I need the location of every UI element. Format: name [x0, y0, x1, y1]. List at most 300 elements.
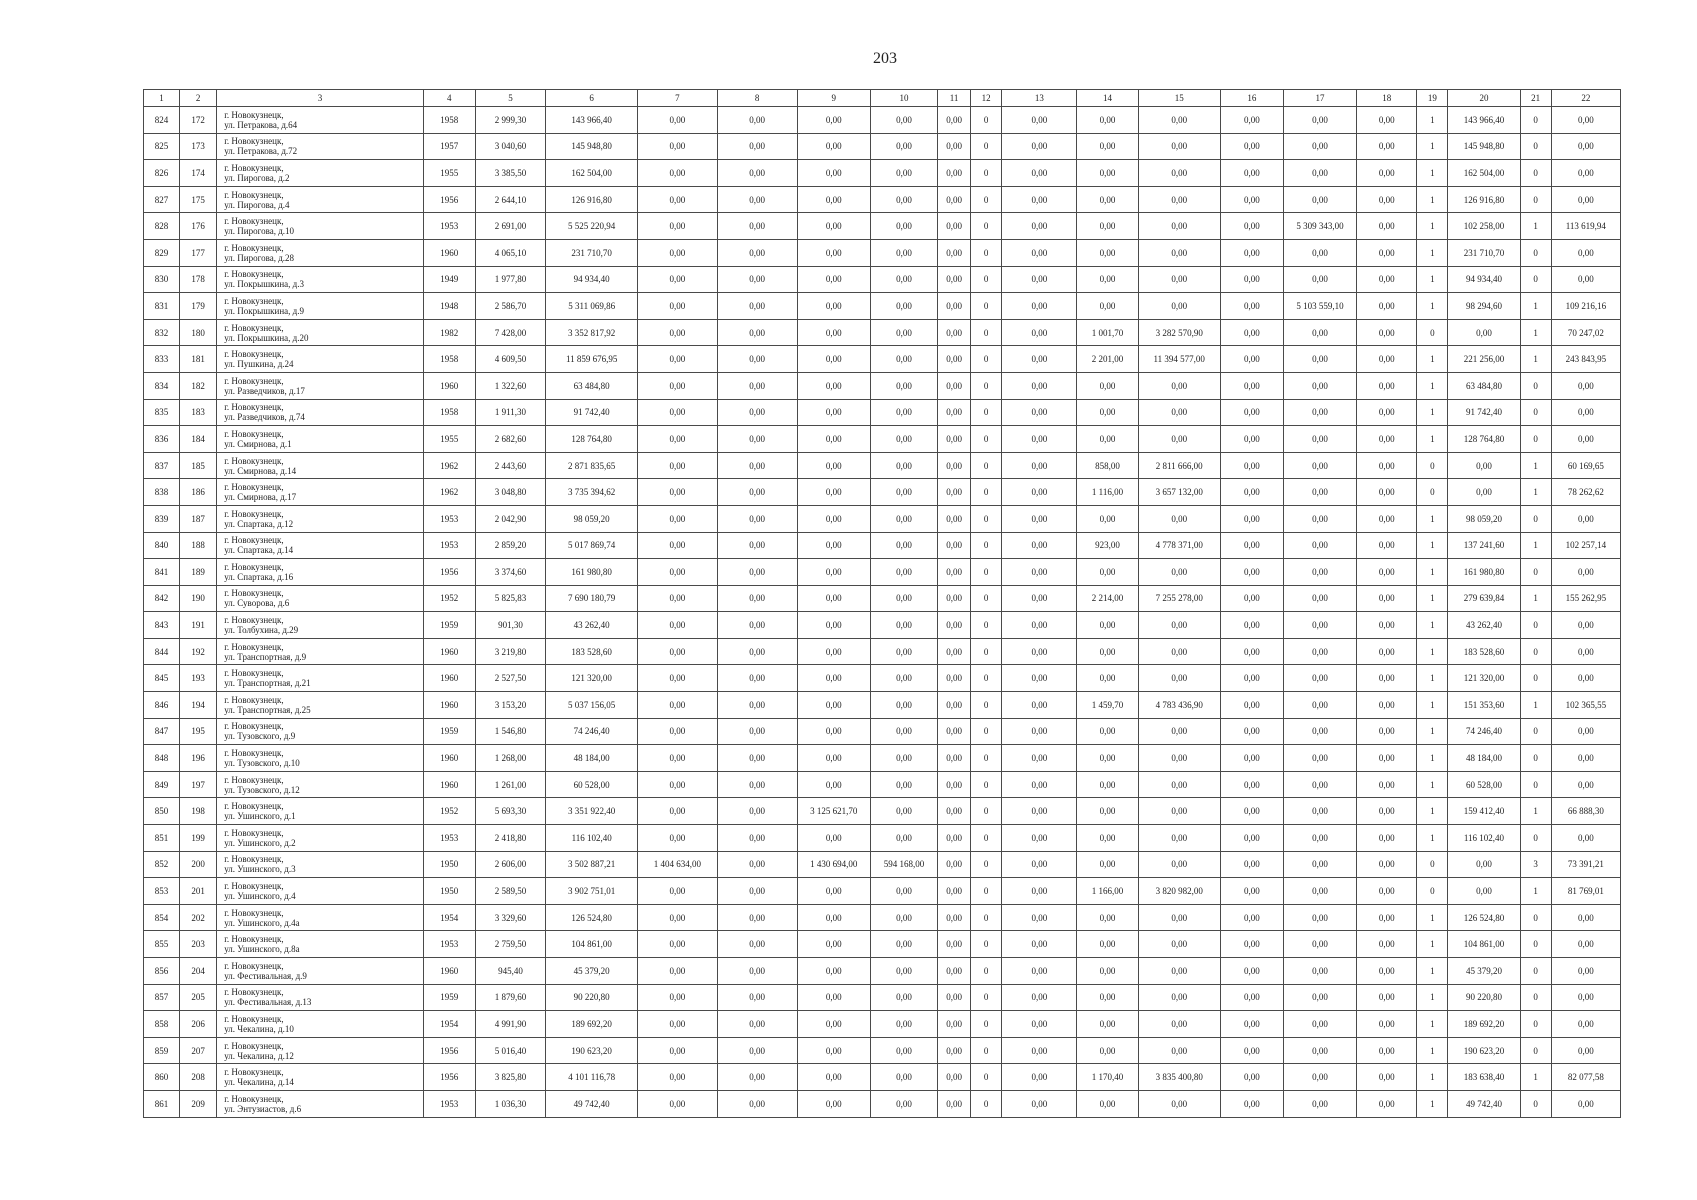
cell-col-19: 1 [1417, 372, 1448, 399]
cell-col-10: 0,00 [870, 133, 937, 160]
cell-col-11: 0,00 [938, 718, 971, 745]
cell-col-15: 11 394 577,00 [1138, 346, 1220, 373]
cell-col-18: 0,00 [1357, 266, 1417, 293]
cell-col-21: 0 [1520, 160, 1551, 187]
cell-col-16: 0,00 [1220, 160, 1283, 187]
address-street: ул. Чекалина, д.12 [224, 1050, 294, 1061]
cell-col-13: 0,00 [1002, 1064, 1077, 1091]
cell-col-19: 1 [1417, 505, 1448, 532]
address-street: ул. Ушинского, д.4а [224, 917, 300, 928]
cell-col-20: 183 638,40 [1448, 1064, 1520, 1091]
cell-col-10: 0,00 [870, 825, 937, 852]
cell-col-6: 45 379,20 [546, 958, 638, 985]
cell-col-8: 0,00 [717, 1090, 797, 1117]
cell-col-7: 0,00 [638, 904, 717, 931]
cell-col-21: 1 [1520, 319, 1551, 346]
table-row [144, 771, 1621, 798]
cell-col-2: 186 [180, 479, 217, 506]
cell-col-14: 0,00 [1077, 213, 1138, 240]
cell-col-14: 0,00 [1077, 505, 1138, 532]
address-city: г. Новокузнецк, [224, 375, 284, 386]
cell-col-4: 1952 [423, 585, 475, 612]
cell-col-11: 0,00 [938, 133, 971, 160]
cell-col-17: 0,00 [1283, 798, 1356, 825]
cell-col-11: 0,00 [938, 585, 971, 612]
cell-col-22: 0,00 [1551, 984, 1620, 1011]
cell-col-13: 0,00 [1002, 1090, 1077, 1117]
cell-col-16: 0,00 [1220, 878, 1283, 905]
cell-col-7: 0,00 [638, 931, 717, 958]
cell-col-5: 2 606,00 [475, 851, 545, 878]
address-city: г. Новокузнецк, [224, 694, 284, 705]
cell-col-17: 5 309 343,00 [1283, 213, 1356, 240]
address-cell [217, 426, 424, 453]
cell-col-6: 126 524,80 [546, 904, 638, 931]
cell-col-2: 203 [180, 931, 217, 958]
cell-col-18: 0,00 [1357, 107, 1417, 134]
cell-col-7: 0,00 [638, 958, 717, 985]
cell-col-8: 0,00 [717, 372, 797, 399]
cell-col-5: 7 428,00 [475, 319, 545, 346]
cell-col-9: 1 430 694,00 [797, 851, 870, 878]
column-header-17: 17 [1283, 90, 1356, 107]
cell-col-6: 231 710,70 [546, 239, 638, 266]
cell-col-13: 0,00 [1002, 1037, 1077, 1064]
cell-col-16: 0,00 [1220, 745, 1283, 772]
cell-col-2: 188 [180, 532, 217, 559]
cell-col-8: 0,00 [717, 1064, 797, 1091]
cell-col-7: 0,00 [638, 585, 717, 612]
cell-col-16: 0,00 [1220, 904, 1283, 931]
cell-col-21: 0 [1520, 825, 1551, 852]
cell-col-2: 195 [180, 718, 217, 745]
address-city: г. Новокузнецк, [224, 854, 284, 865]
cell-col-5: 2 644,10 [475, 186, 545, 213]
cell-col-5: 3 219,80 [475, 638, 545, 665]
address-city: г. Новокузнецк, [224, 934, 284, 945]
cell-col-19: 1 [1417, 559, 1448, 586]
cell-col-8: 0,00 [717, 585, 797, 612]
cell-col-6: 11 859 676,95 [546, 346, 638, 373]
cell-col-11: 0,00 [938, 559, 971, 586]
cell-col-4: 1958 [423, 399, 475, 426]
cell-col-22: 243 843,95 [1551, 346, 1620, 373]
cell-col-14: 0,00 [1077, 984, 1138, 1011]
cell-col-18: 0,00 [1357, 904, 1417, 931]
cell-col-4: 1960 [423, 638, 475, 665]
address-cell [217, 878, 424, 905]
cell-col-5: 5 016,40 [475, 1037, 545, 1064]
address-city: г. Новокузнецк, [224, 561, 284, 572]
cell-col-17: 0,00 [1283, 452, 1356, 479]
column-header-16: 16 [1220, 90, 1283, 107]
address-street: ул. Ушинского, д.1 [224, 811, 296, 822]
cell-col-1: 841 [144, 559, 180, 586]
cell-col-6: 4 101 116,78 [546, 1064, 638, 1091]
cell-col-17: 0,00 [1283, 1090, 1356, 1117]
cell-col-5: 2 859,20 [475, 532, 545, 559]
cell-col-10: 0,00 [870, 559, 937, 586]
cell-col-12: 0 [971, 1064, 1002, 1091]
cell-col-1: 855 [144, 931, 180, 958]
cell-col-4: 1960 [423, 665, 475, 692]
table-row [144, 904, 1621, 931]
cell-col-15: 0,00 [1138, 213, 1220, 240]
cell-col-17: 0,00 [1283, 346, 1356, 373]
cell-col-4: 1957 [423, 133, 475, 160]
address-city: г. Новокузнецк, [224, 189, 284, 200]
cell-col-12: 0 [971, 958, 1002, 985]
cell-col-2: 201 [180, 878, 217, 905]
cell-col-22: 0,00 [1551, 426, 1620, 453]
address-street: ул. Чекалина, д.10 [224, 1023, 294, 1034]
cell-col-21: 0 [1520, 186, 1551, 213]
cell-col-1: 839 [144, 505, 180, 532]
address-street: ул. Фестивальная, д.13 [224, 997, 312, 1008]
address-city: г. Новокузнецк, [224, 748, 284, 759]
cell-col-17: 5 103 559,10 [1283, 293, 1356, 320]
cell-col-4: 1962 [423, 479, 475, 506]
table-row [144, 585, 1621, 612]
address-street: ул. Фестивальная, д.9 [224, 970, 307, 981]
cell-col-5: 1 879,60 [475, 984, 545, 1011]
cell-col-17: 0,00 [1283, 878, 1356, 905]
cell-col-5: 5 825,83 [475, 585, 545, 612]
cell-col-22: 0,00 [1551, 107, 1620, 134]
cell-col-5: 1 977,80 [475, 266, 545, 293]
cell-col-8: 0,00 [717, 878, 797, 905]
cell-col-20: 121 320,00 [1448, 665, 1520, 692]
cell-col-20: 45 379,20 [1448, 958, 1520, 985]
cell-col-14: 0,00 [1077, 293, 1138, 320]
address-city: г. Новокузнецк, [224, 482, 284, 493]
address-cell [217, 372, 424, 399]
cell-col-16: 0,00 [1220, 931, 1283, 958]
column-header-12: 12 [971, 90, 1002, 107]
cell-col-7: 1 404 634,00 [638, 851, 717, 878]
cell-col-14: 0,00 [1077, 825, 1138, 852]
cell-col-20: 74 246,40 [1448, 718, 1520, 745]
cell-col-20: 189 692,20 [1448, 1011, 1520, 1038]
cell-col-19: 1 [1417, 585, 1448, 612]
cell-col-1: 828 [144, 213, 180, 240]
cell-col-22: 0,00 [1551, 665, 1620, 692]
address-cell [217, 851, 424, 878]
cell-col-21: 0 [1520, 771, 1551, 798]
cell-col-21: 0 [1520, 665, 1551, 692]
cell-col-21: 0 [1520, 399, 1551, 426]
cell-col-15: 0,00 [1138, 239, 1220, 266]
cell-col-10: 0,00 [870, 665, 937, 692]
table-row [144, 1011, 1621, 1038]
cell-col-12: 0 [971, 718, 1002, 745]
cell-col-13: 0,00 [1002, 745, 1077, 772]
table-row [144, 107, 1621, 134]
cell-col-12: 0 [971, 612, 1002, 639]
cell-col-7: 0,00 [638, 718, 717, 745]
address-city: г. Новокузнецк, [224, 349, 284, 360]
cell-col-1: 835 [144, 399, 180, 426]
cell-col-10: 0,00 [870, 718, 937, 745]
cell-col-10: 0,00 [870, 160, 937, 187]
address-cell [217, 133, 424, 160]
cell-col-14: 0,00 [1077, 1037, 1138, 1064]
cell-col-5: 2 443,60 [475, 452, 545, 479]
cell-col-6: 90 220,80 [546, 984, 638, 1011]
cell-col-2: 194 [180, 692, 217, 719]
cell-col-20: 190 623,20 [1448, 1037, 1520, 1064]
table-header [144, 90, 1621, 107]
cell-col-18: 0,00 [1357, 399, 1417, 426]
cell-col-5: 2 589,50 [475, 878, 545, 905]
cell-col-17: 0,00 [1283, 505, 1356, 532]
cell-col-1: 852 [144, 851, 180, 878]
cell-col-21: 0 [1520, 133, 1551, 160]
page-number: 203 [873, 50, 897, 67]
cell-col-12: 0 [971, 399, 1002, 426]
cell-col-17: 0,00 [1283, 825, 1356, 852]
address-city: г. Новокузнецк, [224, 987, 284, 998]
cell-col-14: 2 214,00 [1077, 585, 1138, 612]
cell-col-16: 0,00 [1220, 346, 1283, 373]
cell-col-19: 1 [1417, 426, 1448, 453]
cell-col-8: 0,00 [717, 798, 797, 825]
cell-col-8: 0,00 [717, 346, 797, 373]
cell-col-5: 2 682,60 [475, 426, 545, 453]
table-row [144, 984, 1621, 1011]
cell-col-16: 0,00 [1220, 426, 1283, 453]
table-row [144, 638, 1621, 665]
cell-col-8: 0,00 [717, 213, 797, 240]
cell-col-4: 1955 [423, 426, 475, 453]
cell-col-13: 0,00 [1002, 771, 1077, 798]
cell-col-9: 0,00 [797, 638, 870, 665]
address-city: г. Новокузнецк, [224, 1093, 284, 1104]
cell-col-8: 0,00 [717, 532, 797, 559]
cell-col-5: 4 991,90 [475, 1011, 545, 1038]
cell-col-17: 0,00 [1283, 692, 1356, 719]
table-row [144, 452, 1621, 479]
cell-col-6: 121 320,00 [546, 665, 638, 692]
cell-col-19: 1 [1417, 904, 1448, 931]
address-cell [217, 692, 424, 719]
cell-col-14: 1 166,00 [1077, 878, 1138, 905]
cell-col-2: 178 [180, 266, 217, 293]
cell-col-14: 1 459,70 [1077, 692, 1138, 719]
cell-col-17: 0,00 [1283, 372, 1356, 399]
cell-col-11: 0,00 [938, 319, 971, 346]
cell-col-11: 0,00 [938, 612, 971, 639]
cell-col-19: 0 [1417, 452, 1448, 479]
address-city: г. Новокузнецк, [224, 668, 284, 679]
cell-col-12: 0 [971, 931, 1002, 958]
cell-col-8: 0,00 [717, 266, 797, 293]
address-cell [217, 107, 424, 134]
cell-col-4: 1949 [423, 266, 475, 293]
cell-col-20: 128 764,80 [1448, 426, 1520, 453]
cell-col-11: 0,00 [938, 372, 971, 399]
cell-col-11: 0,00 [938, 692, 971, 719]
cell-col-20: 161 980,80 [1448, 559, 1520, 586]
cell-col-9: 0,00 [797, 107, 870, 134]
cell-col-9: 0,00 [797, 532, 870, 559]
address-cell [217, 1037, 424, 1064]
cell-col-6: 145 948,80 [546, 133, 638, 160]
cell-col-20: 151 353,60 [1448, 692, 1520, 719]
cell-col-2: 209 [180, 1090, 217, 1117]
cell-col-8: 0,00 [717, 718, 797, 745]
cell-col-4: 1960 [423, 692, 475, 719]
cell-col-4: 1958 [423, 107, 475, 134]
table-row [144, 319, 1621, 346]
cell-col-10: 0,00 [870, 186, 937, 213]
address-street: ул. Суворова, д.6 [224, 598, 290, 609]
cell-col-5: 1 322,60 [475, 372, 545, 399]
cell-col-21: 0 [1520, 1037, 1551, 1064]
cell-col-18: 0,00 [1357, 958, 1417, 985]
address-cell [217, 532, 424, 559]
table-row [144, 878, 1621, 905]
cell-col-13: 0,00 [1002, 426, 1077, 453]
cell-col-8: 0,00 [717, 904, 797, 931]
cell-col-20: 63 484,80 [1448, 372, 1520, 399]
cell-col-5: 2 586,70 [475, 293, 545, 320]
cell-col-2: 173 [180, 133, 217, 160]
cell-col-5: 3 374,60 [475, 559, 545, 586]
cell-col-2: 204 [180, 958, 217, 985]
cell-col-22: 0,00 [1551, 931, 1620, 958]
cell-col-16: 0,00 [1220, 718, 1283, 745]
cell-col-13: 0,00 [1002, 851, 1077, 878]
cell-col-13: 0,00 [1002, 665, 1077, 692]
cell-col-5: 4 609,50 [475, 346, 545, 373]
cell-col-21: 0 [1520, 984, 1551, 1011]
column-header-20: 20 [1448, 90, 1520, 107]
cell-col-8: 0,00 [717, 239, 797, 266]
cell-col-18: 0,00 [1357, 133, 1417, 160]
address-cell [217, 452, 424, 479]
cell-col-2: 208 [180, 1064, 217, 1091]
column-header-1: 1 [144, 90, 180, 107]
cell-col-8: 0,00 [717, 505, 797, 532]
cell-col-18: 0,00 [1357, 559, 1417, 586]
cell-col-13: 0,00 [1002, 612, 1077, 639]
cell-col-1: 833 [144, 346, 180, 373]
address-cell [217, 904, 424, 931]
cell-col-1: 824 [144, 107, 180, 134]
address-city: г. Новокузнецк, [224, 774, 284, 785]
cell-col-17: 0,00 [1283, 1064, 1356, 1091]
cell-col-6: 5 017 869,74 [546, 532, 638, 559]
cell-col-16: 0,00 [1220, 1037, 1283, 1064]
cell-col-7: 0,00 [638, 213, 717, 240]
table-row [144, 186, 1621, 213]
cell-col-19: 0 [1417, 851, 1448, 878]
cell-col-14: 0,00 [1077, 107, 1138, 134]
cell-col-18: 0,00 [1357, 984, 1417, 1011]
cell-col-6: 126 916,80 [546, 186, 638, 213]
cell-col-15: 0,00 [1138, 745, 1220, 772]
table-row [144, 718, 1621, 745]
address-city: г. Новокузнецк, [224, 721, 284, 732]
cell-col-8: 0,00 [717, 851, 797, 878]
column-header-10: 10 [870, 90, 937, 107]
cell-col-22: 0,00 [1551, 771, 1620, 798]
cell-col-6: 143 966,40 [546, 107, 638, 134]
cell-col-10: 0,00 [870, 426, 937, 453]
cell-col-4: 1958 [423, 346, 475, 373]
table-row [144, 559, 1621, 586]
cell-col-10: 0,00 [870, 1011, 937, 1038]
cell-col-21: 0 [1520, 1011, 1551, 1038]
cell-col-1: 859 [144, 1037, 180, 1064]
cell-col-13: 0,00 [1002, 878, 1077, 905]
cell-col-18: 0,00 [1357, 505, 1417, 532]
cell-col-2: 196 [180, 745, 217, 772]
address-street: ул. Петракова, д.64 [224, 119, 298, 130]
cell-col-20: 126 524,80 [1448, 904, 1520, 931]
cell-col-15: 0,00 [1138, 718, 1220, 745]
address-cell [217, 585, 424, 612]
cell-col-2: 192 [180, 638, 217, 665]
table-row [144, 1064, 1621, 1091]
cell-col-5: 2 759,50 [475, 931, 545, 958]
cell-col-18: 0,00 [1357, 479, 1417, 506]
cell-col-2: 207 [180, 1037, 217, 1064]
cell-col-19: 1 [1417, 984, 1448, 1011]
cell-col-22: 0,00 [1551, 718, 1620, 745]
address-street: ул. Пирогова, д.2 [224, 172, 290, 183]
cell-col-11: 0,00 [938, 293, 971, 320]
cell-col-14: 0,00 [1077, 612, 1138, 639]
cell-col-22: 81 769,01 [1551, 878, 1620, 905]
address-city: г. Новокузнецк, [224, 269, 284, 280]
cell-col-20: 91 742,40 [1448, 399, 1520, 426]
cell-col-1: 842 [144, 585, 180, 612]
cell-col-10: 0,00 [870, 479, 937, 506]
address-cell [217, 958, 424, 985]
table-row [144, 931, 1621, 958]
cell-col-13: 0,00 [1002, 505, 1077, 532]
cell-col-10: 0,00 [870, 1090, 937, 1117]
cell-col-9: 0,00 [797, 319, 870, 346]
cell-col-1: 860 [144, 1064, 180, 1091]
cell-col-18: 0,00 [1357, 878, 1417, 905]
cell-col-16: 0,00 [1220, 851, 1283, 878]
cell-col-12: 0 [971, 585, 1002, 612]
address-street: ул. Петракова, д.72 [224, 146, 298, 157]
cell-col-8: 0,00 [717, 931, 797, 958]
address-city: г. Новокузнецк, [224, 428, 284, 439]
cell-col-15: 0,00 [1138, 1090, 1220, 1117]
cell-col-18: 0,00 [1357, 718, 1417, 745]
cell-col-20: 279 639,84 [1448, 585, 1520, 612]
cell-col-6: 3 902 751,01 [546, 878, 638, 905]
cell-col-10: 0,00 [870, 984, 937, 1011]
cell-col-10: 0,00 [870, 958, 937, 985]
cell-col-13: 0,00 [1002, 239, 1077, 266]
cell-col-19: 1 [1417, 266, 1448, 293]
cell-col-2: 190 [180, 585, 217, 612]
cell-col-1: 826 [144, 160, 180, 187]
cell-col-14: 0,00 [1077, 1011, 1138, 1038]
cell-col-8: 0,00 [717, 771, 797, 798]
cell-col-7: 0,00 [638, 1011, 717, 1038]
cell-col-5: 1 911,30 [475, 399, 545, 426]
cell-col-4: 1962 [423, 452, 475, 479]
cell-col-7: 0,00 [638, 293, 717, 320]
cell-col-4: 1960 [423, 771, 475, 798]
